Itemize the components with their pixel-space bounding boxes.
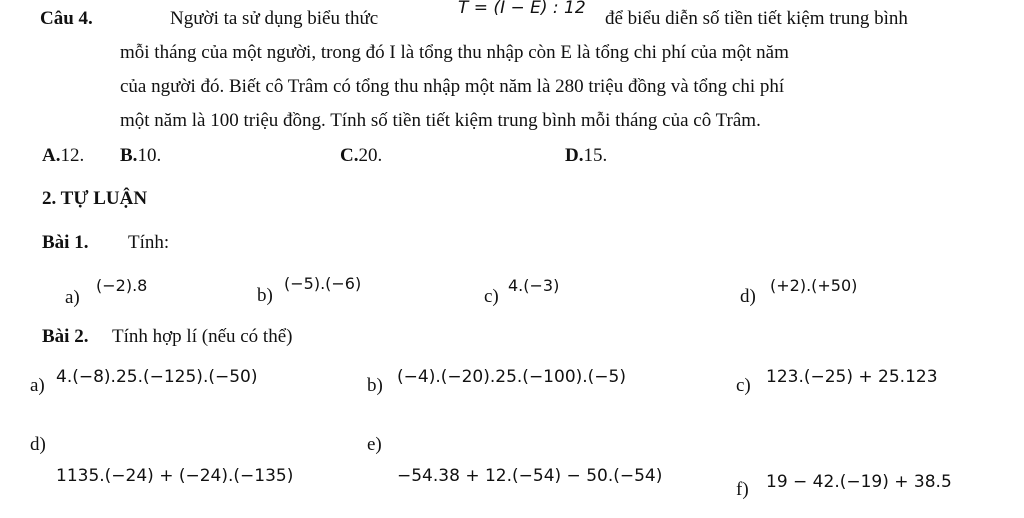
exercise2-label: Bài 2.: [42, 326, 89, 347]
ex2-f-expr: 19 − 42.(−19) + 38.5: [766, 472, 952, 492]
ex2-e-expr: −54.38 + 12.(−54) − 50.(−54): [397, 466, 663, 486]
question-label: Câu 4.: [40, 8, 93, 29]
exercise1-label: Bài 1.: [42, 232, 89, 253]
ex2-a-expr: 4.(−8).25.(−125).(−50): [56, 367, 258, 387]
option-d: [565, 145, 607, 167]
option-a-letter: A.: [42, 145, 61, 166]
ex1-d-letter: d): [740, 286, 756, 307]
savings-formula: T = (I − E) : 12: [458, 0, 586, 18]
option-a-value: 12.: [60, 145, 85, 166]
option-c-letter: C.: [340, 145, 359, 166]
ex1-c-expr: 4.(−3): [508, 276, 560, 295]
ex2-e-letter: e): [367, 434, 382, 455]
ex1-a-letter: a): [65, 287, 80, 308]
question-line1-rest: để biểu diễn số tiền tiết kiệm trung bình: [605, 8, 908, 29]
question-line3: của người đó. Biết cô Trâm có tổng thu nhập một năm là 280 triệu đồng và tổng chi phí: [120, 76, 785, 97]
ex2-d-expr: 1135.(−24) + (−24).(−135): [56, 466, 294, 486]
ex2-b-letter: b): [367, 375, 383, 396]
ex1-b-letter: b): [257, 285, 273, 306]
ex1-c-letter: c): [484, 286, 499, 307]
exercise1-title: Tính:: [128, 232, 170, 253]
ex2-c-expr: 123.(−25) + 25.123: [766, 367, 938, 387]
ex1-a-expr: (−2).8: [96, 276, 148, 295]
option-b: [120, 145, 161, 167]
ex2-a-letter: a): [30, 375, 45, 396]
ex2-c-letter: c): [736, 375, 751, 396]
ex2-b-expr: (−4).(−20).25.(−100).(−5): [397, 367, 626, 387]
ex1-d-expr: (+2).(+50): [770, 276, 858, 295]
question-line4: một năm là 100 triệu đồng. Tính số tiền tiết kiệm trung bình mỗi tháng của cô Trâm.: [120, 110, 761, 131]
ex1-b-expr: (−5).(−6): [284, 274, 362, 293]
ex2-f-letter: f): [736, 479, 749, 500]
question-line2: mỗi tháng của một người, trong đó I là tổng thu nhập còn E là tổng chi phí của một năm: [120, 42, 789, 63]
option-c-value: 20.: [358, 145, 383, 166]
option-d-letter: D.: [565, 145, 584, 166]
ex2-d-letter: d): [30, 434, 46, 455]
exercise2-title: Tính hợp lí (nếu có thể): [112, 326, 293, 347]
option-b-value: 10.: [137, 145, 162, 166]
option-b-letter: B.: [120, 145, 138, 166]
option-d-value: 15.: [583, 145, 608, 166]
option-a: [42, 145, 84, 167]
option-c: [340, 145, 382, 167]
section-title: 2. TỰ LUẬN: [42, 188, 148, 209]
question-intro: Người ta sử dụng biểu thức: [170, 8, 379, 29]
